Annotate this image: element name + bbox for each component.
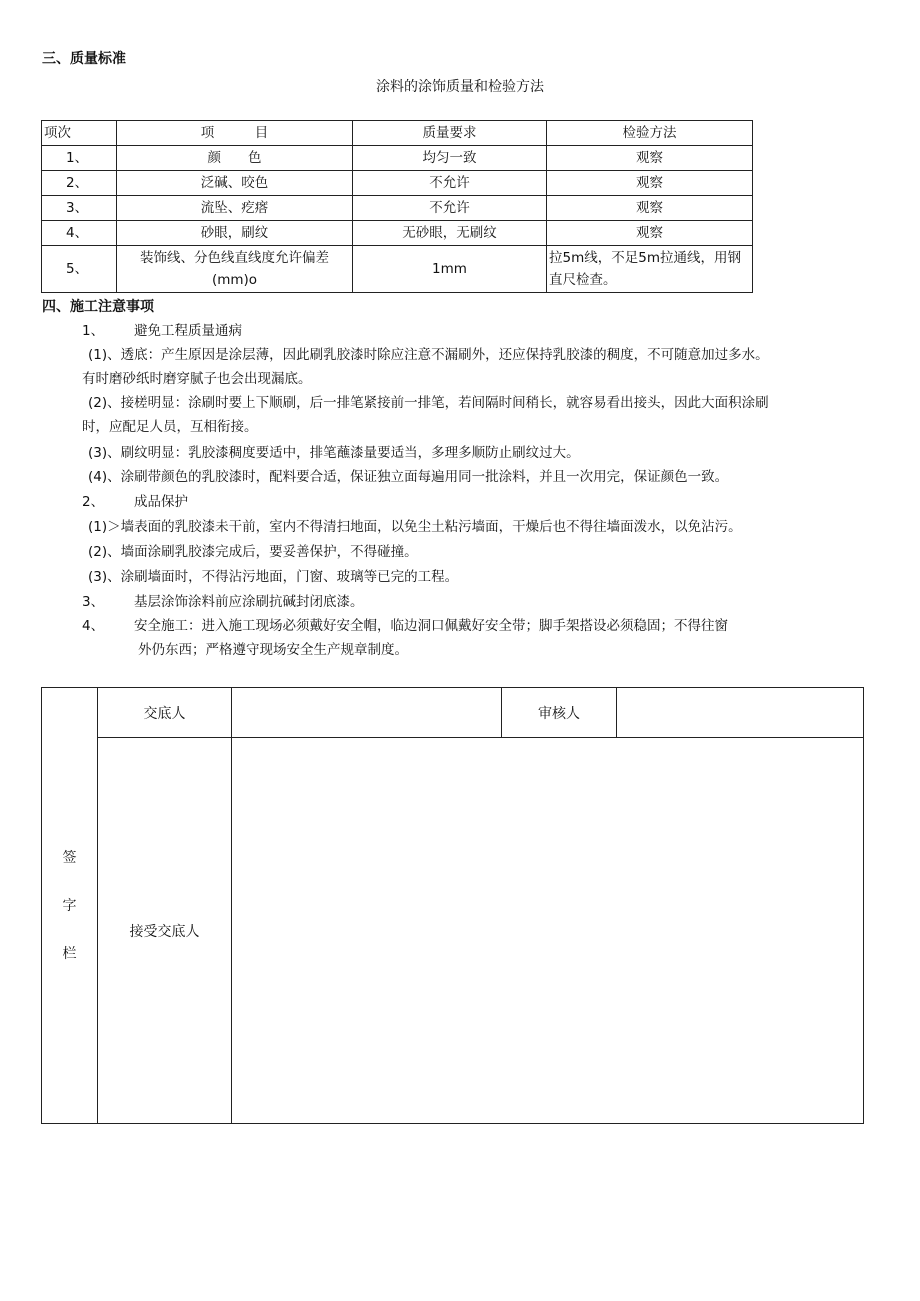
item-text: 基层涂饰涂料前应涂刷抗碱封闭底漆。	[134, 594, 364, 610]
table-cell	[117, 246, 353, 293]
sub-item-line: (1)＞墙表面的乳胶漆未干前，室内不得清扫地面，以免尘土粘污墙面，干燥后也不得往墙面泼水，以免沾污。	[88, 519, 742, 535]
table-cell: 2、	[42, 171, 117, 196]
sub-item-line: (1)、透底：产生原因是涂层薄，因此刷乳胶漆时除应注意不漏刷外，还应保持乳胶漆的稠度，不可随意加过多水。	[88, 347, 769, 363]
table-cell: 观察	[547, 196, 753, 221]
table-row	[42, 246, 753, 293]
item-line-2: (mm)o	[211, 272, 258, 288]
table-header-row	[42, 121, 753, 146]
table-row	[42, 171, 753, 196]
sub-item-line: (2)、接槎明显：涂刷时要上下顺刷，后一排笔紧接前一排笔，若间隔时间稍长，就容易看出接头，因此大面积涂刷	[88, 395, 769, 411]
item-number: 3、	[82, 594, 105, 610]
table-cell: 3、	[42, 196, 117, 221]
signature-table	[41, 687, 864, 1124]
header-cell: 项次	[42, 121, 117, 146]
sub-item-line: (4)、涂刷带颜色的乳胶漆时，配料要合适，保证独立面每遍用同一批涂料，并且一次用完，保证颜色一致。	[88, 469, 729, 485]
sub-item-line: (3)、涂刷墙面时，不得沾污地面，门窗、玻璃等已完的工程。	[88, 569, 459, 585]
item-text: 成品保护	[134, 494, 188, 510]
table-cell: 4、	[42, 221, 117, 246]
sub-item-line: (3)、刷纹明显：乳胶漆稠度要适中，排笔蘸漆量要适当，多理多顺防止刷纹过大。	[88, 445, 580, 461]
table-cell: 流坠、疙瘩	[117, 196, 353, 221]
item-line-1: 装饰线、分色线直线度允许偏差	[140, 250, 329, 266]
quality-table	[41, 120, 753, 293]
table-cell: 无砂眼，无刷纹	[353, 221, 547, 246]
discloser-signature-field[interactable]	[232, 688, 502, 738]
sub-item-line: 有时磨砂纸时磨穿腻子也会出现漏底。	[82, 371, 312, 387]
table-cell: 不允许	[353, 196, 547, 221]
sign-side-label	[42, 688, 98, 1124]
item-number: 2、	[82, 494, 105, 510]
sub-item-line: 时，应配足人员，互相衔接。	[82, 419, 258, 435]
table-cell: 观察	[547, 221, 753, 246]
reviewer-label: 审核人	[502, 688, 617, 738]
table-cell: 观察	[547, 146, 753, 171]
header-cell: 检验方法	[547, 121, 753, 146]
table-cell: 5、	[42, 246, 117, 293]
sub-item-line: (2)、墙面涂刷乳胶漆完成后，要妥善保护，不得碰撞。	[88, 544, 418, 560]
table-row	[42, 221, 753, 246]
table-cell: 不允许	[353, 171, 547, 196]
item-number: 4、	[82, 618, 105, 634]
item-text-cont: 外仍东西；严格遵守现场安全生产规章制度。	[138, 642, 408, 658]
table-cell: 砂眼，刷纹	[117, 221, 353, 246]
receiver-signature-field[interactable]	[232, 738, 864, 1124]
reviewer-signature-field[interactable]	[617, 688, 864, 738]
header-cell: 项 目	[117, 121, 353, 146]
side-char: 签	[62, 849, 77, 866]
section-4-heading: 四、施工注意事项	[42, 299, 154, 315]
receiver-label: 接受交底人	[98, 738, 232, 1124]
section-3-heading: 三、质量标准	[42, 51, 126, 67]
table-cell: 均匀一致	[353, 146, 547, 171]
table-cell: 泛碱、咬色	[117, 171, 353, 196]
side-char: 字	[62, 897, 77, 914]
item-text: 避免工程质量通病	[134, 323, 242, 339]
header-cell: 质量要求	[353, 121, 547, 146]
discloser-label: 交底人	[98, 688, 232, 738]
item-number: 1、	[82, 323, 105, 339]
table-cell: 颜 色	[117, 146, 353, 171]
side-char: 栏	[62, 945, 77, 962]
table-row	[42, 196, 753, 221]
method-line-1: 拉5m线，不足5m拉通线，用钢	[549, 250, 741, 266]
table-cell: 1、	[42, 146, 117, 171]
table-title: 涂料的涂饰质量和检验方法	[376, 79, 544, 95]
table-cell: 观察	[547, 171, 753, 196]
table-cell	[547, 246, 753, 293]
table-row	[42, 146, 753, 171]
method-line-2: 直尺检查。	[549, 272, 617, 288]
table-cell: 1mm	[353, 246, 547, 293]
item-text: 安全施工：进入施工现场必须戴好安全帽，临边洞口佩戴好安全带；脚手架搭设必须稳固；不得往窗	[134, 618, 728, 634]
